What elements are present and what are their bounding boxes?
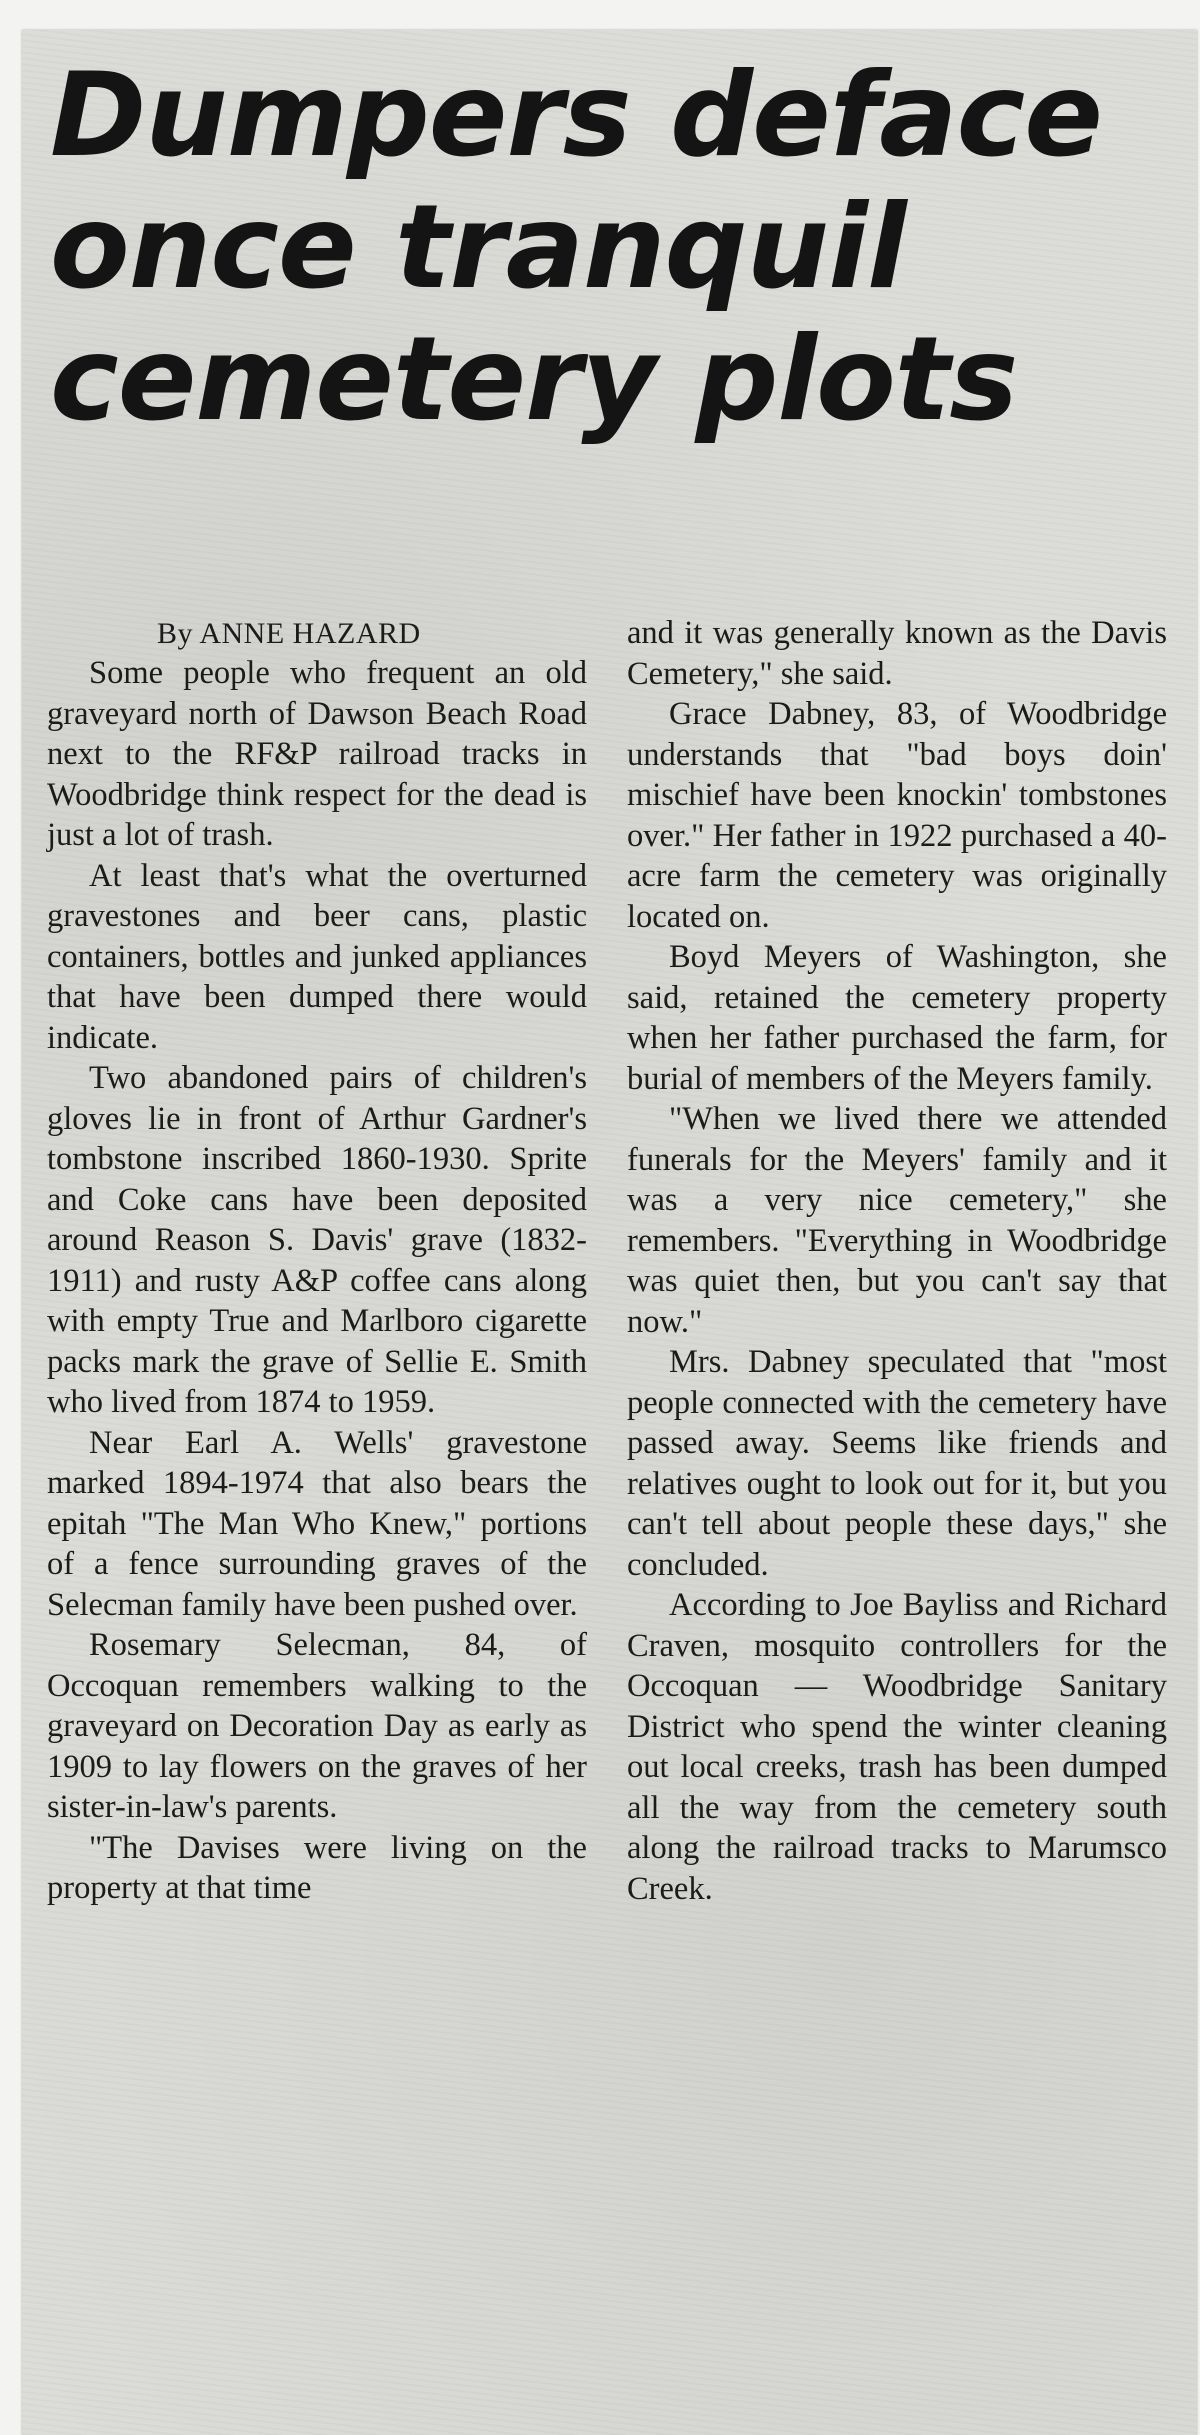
- headline-line-1: Dumpers deface: [50, 48, 1102, 183]
- paragraph: "When we lived there we attended funerals for the Meyers' family and it was a very nice cemetery," she remembers. "Everything in Woodbridge was quiet then, but you can't say that now.": [627, 1101, 1167, 1340]
- headline-line-3: cemetery plots: [50, 312, 1018, 447]
- paragraph: Rosemary Selecman, 84, of Occoquan remembers walking to the graveyard on Decoration Day as early as 1909 to lay flowers on the graves of her sister-in-law's parents.: [47, 1627, 587, 1825]
- paragraph: Some people who frequent an old graveyard north of Dawson Beach Road next to the RF&P railroad tracks in Woodbridge think respect for the dead is just a lot of trash.: [47, 655, 587, 853]
- paragraph: At least that's what the overturned gravestones and beer cans, plastic containers, bottles and junked appliances that have been dumped there would indicate.: [47, 857, 587, 1056]
- paragraph: Grace Dabney, 83, of Woodbridge understands that "bad boys doin' mischief have been knockin' tombstones over." Her father in 1922 purchased a 40-acre farm the cemetery was originally located on.: [627, 696, 1167, 935]
- paragraph: According to Joe Bayliss and Richard Craven, mosquito controllers for the Occoquan — Woodbridge Sanitary District who spend the winter cleaning out local creeks, trash has been dumped all the way from the cemetery south along the railroad tracks to Marumsco Creek.: [627, 1587, 1167, 1907]
- paragraph: "The Davises were living on the property at that time: [47, 1829, 587, 1906]
- paragraph: Near Earl A. Wells' gravestone marked 1894-1974 that also bears the epitah "The Man Who Knew," portions of a fence surrounding graves of the Selecman family have been pushed over.: [47, 1424, 587, 1623]
- newspaper-clipping: [22, 30, 1197, 2435]
- paragraph: Mrs. Dabney speculated that "most people connected with the cemetery have passed away. Seems like friends and relatives ought to look out for it, but you can't tell about people these days," she concluded.: [627, 1344, 1167, 1583]
- paragraph: Two abandoned pairs of children's gloves lie in front of Arthur Gardner's tombstone inscribed 1860-1930. Sprite and Coke cans have been deposited around Reason S. Davis' grave (1832-1911) and rusty A&P coffee cans along with empty True and Marlboro cigarette packs mark the grave of Sellie E. Smith who lived from 1874 to 1959.: [47, 1060, 587, 1420]
- headline: [50, 50, 1180, 446]
- headline-line-2: once tranquil: [50, 180, 906, 315]
- byline: By ANNE HAZARD: [157, 617, 421, 650]
- paragraph: Boyd Meyers of Washington, she said, retained the cemetery property when her father purchased the farm, for burial of members of the Meyers family.: [627, 939, 1167, 1097]
- article-column-right: [627, 613, 1167, 2423]
- article-column-left: [47, 615, 587, 2425]
- paragraph-continued: and it was generally known as the Davis Cemetery," she said.: [627, 615, 1167, 692]
